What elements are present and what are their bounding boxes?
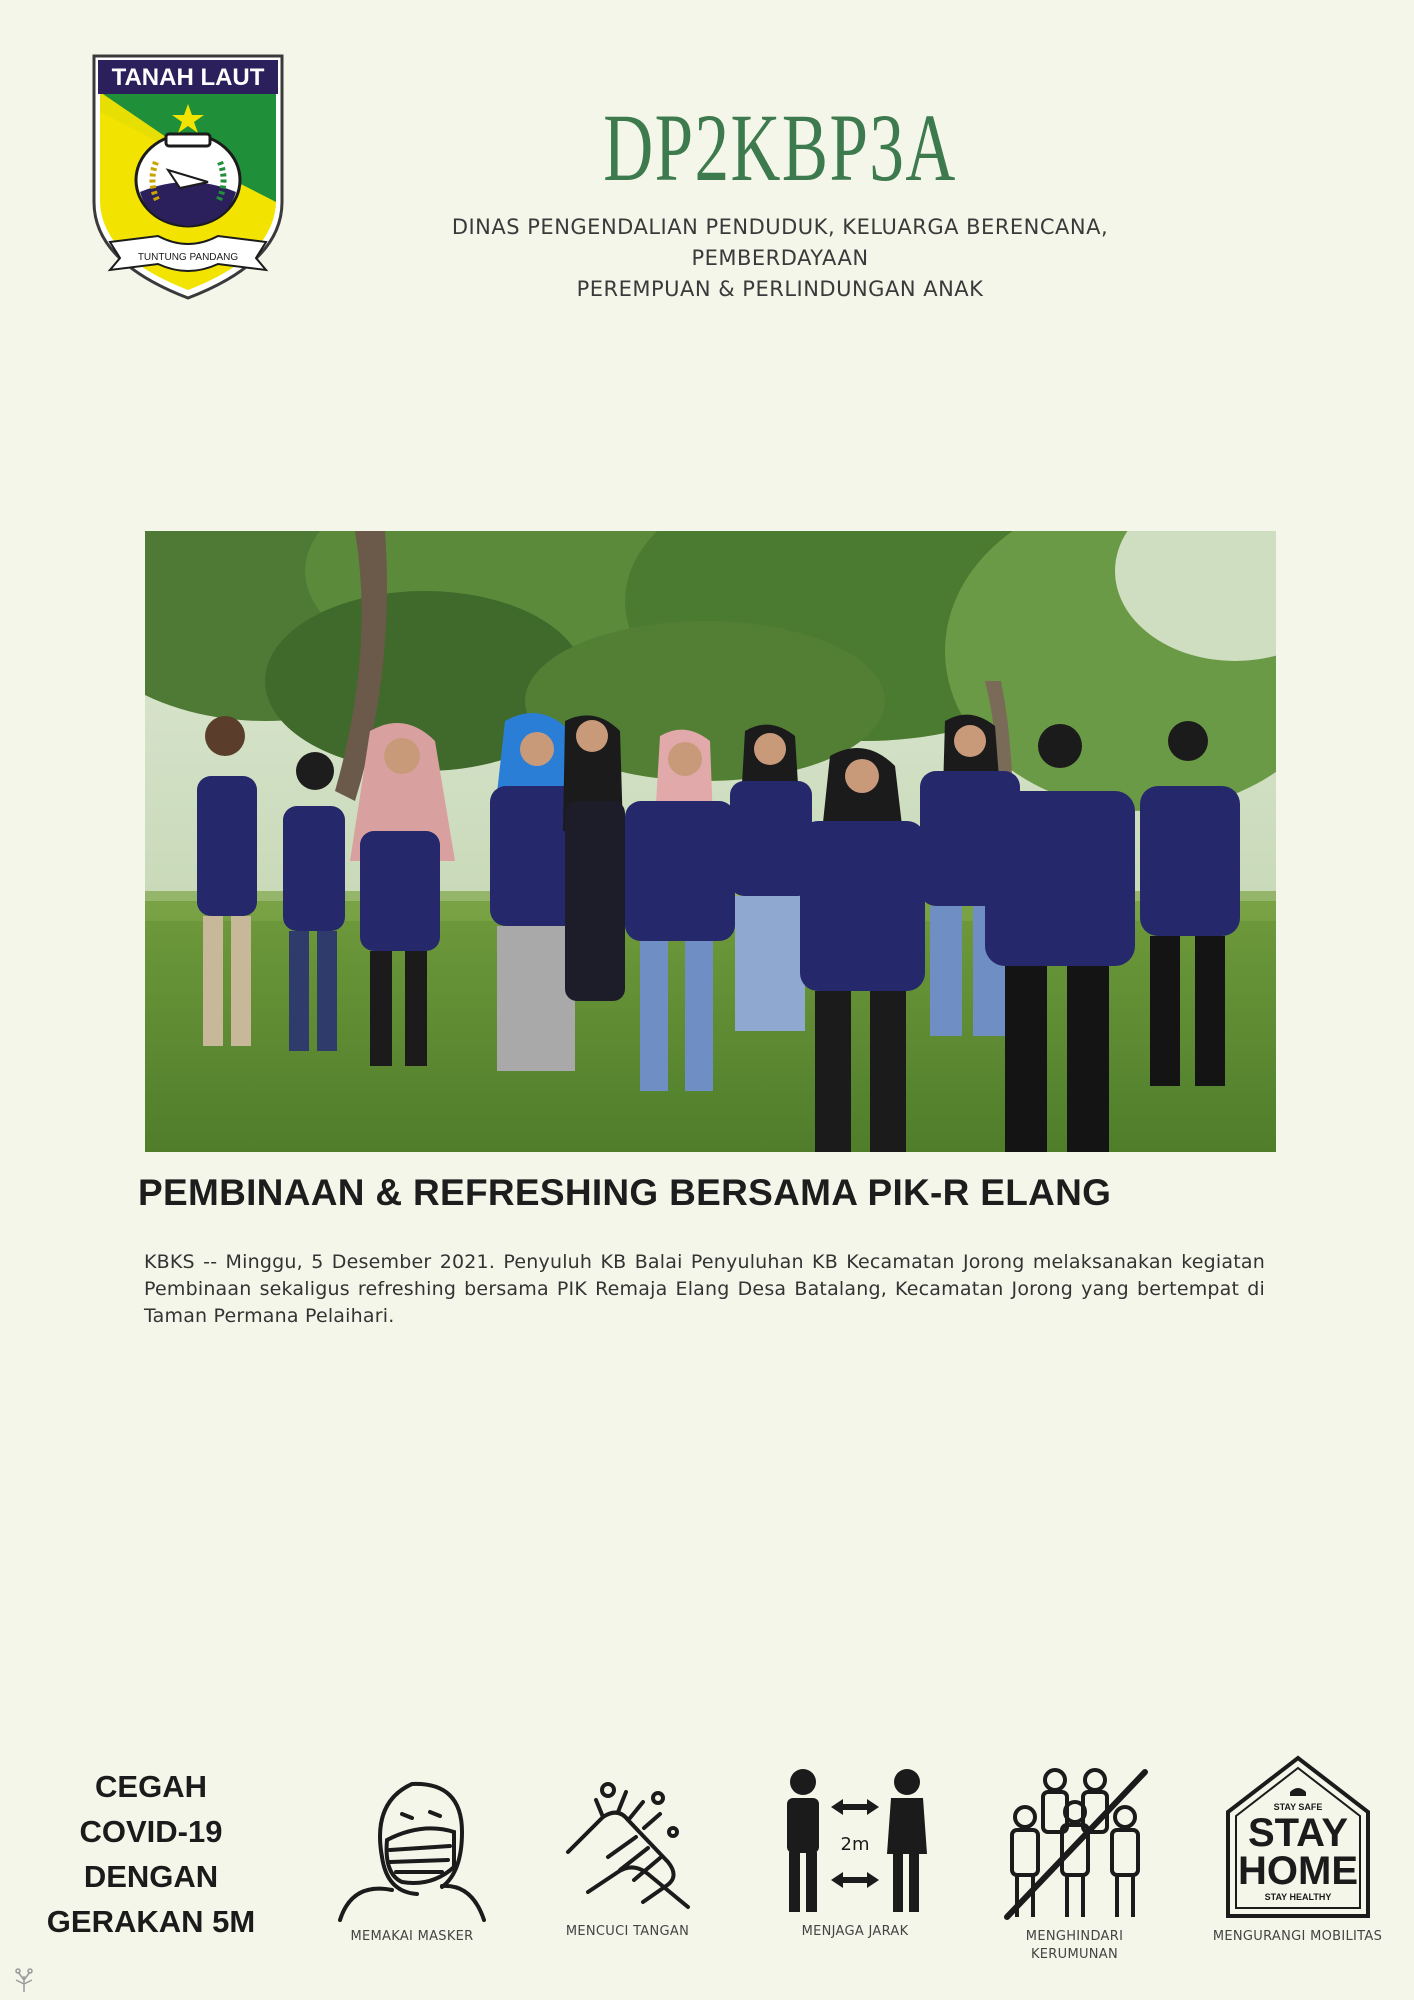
stay-healthy-text: STAY HEALTHY xyxy=(1264,1892,1331,1902)
group-photo-illustration xyxy=(145,531,1276,1152)
org-acronym-title: DP2KBP3A xyxy=(603,94,957,201)
person-5 xyxy=(563,715,625,1001)
group-photo xyxy=(145,531,1276,1152)
stay-home-icon xyxy=(1222,1752,1374,1922)
m5-label: MENCUCI TANGAN xyxy=(565,1924,690,1939)
tanah-laut-logo xyxy=(88,52,288,302)
m5-label: MEMAKAI MASKER xyxy=(350,1929,474,1944)
m5-label: MENJAGA JARAK xyxy=(801,1924,909,1939)
org-name-line-1: DINAS PENGENDALIAN PENDUDUK, KELUARGA BERENCANA, PEMBERDAYAAN xyxy=(451,215,1109,270)
article-body: KBKS -- Minggu, 5 Desember 2021. Penyuluh KB Balai Penyuluhan KB Kecamatan Jorong melaksanakan kegiatan Pembinaan sekaligus refreshing bersama PIK Remaja Elang Desa Batalang, Kecamatan Jorong yang bertempat di Taman Permana Pelaihari. xyxy=(144,1251,1265,1327)
campaign-line: CEGAH xyxy=(95,1769,207,1804)
home-text: HOME xyxy=(1237,1849,1358,1893)
m5-item-handwash xyxy=(540,1762,715,1941)
m5-item-crowd xyxy=(987,1762,1162,1964)
stay-safe-text: STAY SAFE xyxy=(1273,1802,1322,1812)
m5-item-distance xyxy=(770,1762,940,1941)
org-full-name xyxy=(360,212,1200,305)
distance-label: 2m xyxy=(840,1834,870,1855)
covid-campaign-title xyxy=(40,1764,262,1944)
stay-text: STAY xyxy=(1247,1811,1348,1855)
distance-icon xyxy=(775,1762,935,1917)
campaign-line: GERAKAN 5M xyxy=(46,1904,256,1939)
campaign-line: COVID-19 xyxy=(79,1814,223,1849)
handwash-icon xyxy=(548,1762,708,1917)
crowd-icon xyxy=(995,1762,1155,1922)
campaign-line: DENGAN xyxy=(83,1859,219,1894)
mask-icon xyxy=(332,1762,492,1922)
m5-item-mask xyxy=(322,1762,502,1946)
m5-label: MENGURANGI MOBILITAS xyxy=(1212,1929,1383,1944)
logo-title-text: TANAH LAUT xyxy=(111,64,265,91)
m5-label: MENGHINDARI KERUMUNAN xyxy=(1025,1929,1124,1962)
logo-ribbon-text: TUNTUNG PANDANG xyxy=(137,252,239,263)
m5-item-stay-home xyxy=(1210,1752,1385,1946)
org-name-line-2: PEREMPUAN & PERLINDUNGAN ANAK xyxy=(576,277,984,301)
article-headline: PEMBINAAN & REFRESHING BERSAMA PIK-R ELANG xyxy=(138,1172,1112,1213)
corner-decoration-icon xyxy=(10,1966,38,1994)
